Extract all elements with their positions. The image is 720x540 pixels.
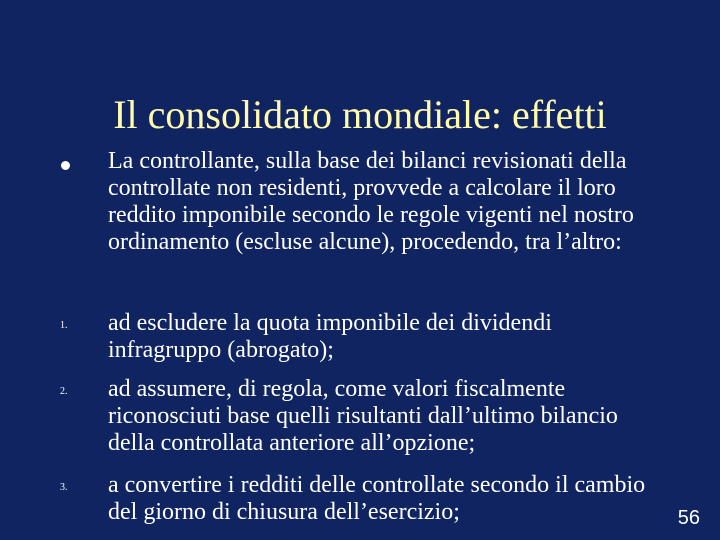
- numbered-item-text: ad escludere la quota imponibile dei dividendi infragruppo (abrogato);: [108, 310, 552, 363]
- numbered-item-text: a convertire i redditi delle controllate secondo il cambio del giorno di chiusura dell’esercizio;: [108, 472, 646, 525]
- slide-title: Il consolidato mondiale: effetti: [113, 91, 607, 137]
- numbered-item-text: ad assumere, di regola, come valori fiscalmente riconosciuti base quelli risultanti dall’ultimo bilancio della controllata anteriore all’opzione;: [108, 376, 618, 456]
- item-number: 2.: [60, 386, 68, 397]
- page-number: 56: [677, 507, 700, 529]
- item-number: 3.: [60, 482, 68, 493]
- item-number: 1.: [60, 320, 68, 331]
- bullet-item-text: La controllante, sulla base dei bilanci revisionati della controllate non residenti, provvede a calcolare il loro reddito imponibile secondo le regole vigenti nel nostro ordinamento (escluse alcune), procedendo, tra l’altro:: [108, 148, 634, 255]
- bullet-dot-icon: [61, 161, 70, 170]
